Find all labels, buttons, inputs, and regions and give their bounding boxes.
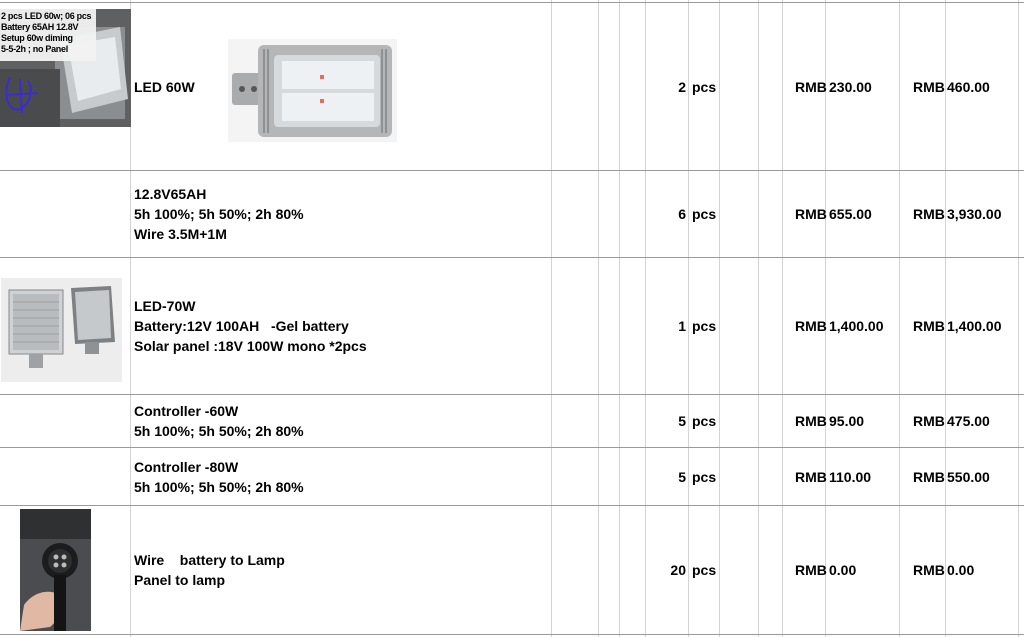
description-line: Panel to lamp [134, 572, 226, 588]
floodlight-product-image [1, 278, 122, 382]
currency-label: RMB [913, 318, 945, 334]
item-description [134, 171, 544, 257]
item-description [134, 258, 544, 394]
description-line: 5h 100%; 5h 50%; 2h 80% [134, 423, 304, 439]
photo-caption-line: Setup 60w diming [1, 33, 73, 43]
description-line: 5h 100%; 5h 50%; 2h 80% [134, 206, 304, 222]
description-line: Wire 3.5M+1M [134, 226, 227, 242]
table-row[interactable] [0, 506, 1024, 634]
unit: pcs [692, 206, 717, 222]
table-row[interactable] [0, 171, 1024, 257]
unit: pcs [692, 413, 717, 429]
line-total [947, 258, 1024, 394]
currency-label: RMB [913, 468, 945, 485]
line-total [947, 506, 1024, 634]
unit: pcs [692, 318, 717, 334]
line-total-value: 1,400.00 [947, 318, 1002, 334]
line-total-value: 0.00 [947, 562, 975, 578]
description-line: Battery:12V 100AH -Gel battery [134, 318, 349, 334]
row-border [0, 634, 1024, 635]
line-total-value: 550.00 [947, 468, 990, 485]
photo-caption-line: Battery 65AH 12.8V [1, 22, 79, 32]
currency-label: RMB [913, 562, 945, 578]
item-description [134, 448, 544, 505]
description-line: LED-70W [134, 298, 196, 314]
description-line: Wire battery to Lamp [134, 552, 285, 568]
description-line: 12.8V65AH [134, 186, 207, 202]
currency-label: RMB [795, 206, 827, 222]
street-light-product-image [228, 39, 397, 142]
quantity: 5 [678, 468, 686, 485]
unit-price-value: 95.00 [829, 413, 865, 429]
line-total-value: 475.00 [947, 413, 990, 429]
unit-price-value: 230.00 [829, 78, 872, 95]
currency-label: RMB [913, 78, 945, 95]
photo-caption-line: 2 pcs LED 60w; 06 pcs [1, 11, 92, 21]
quantity: 1 [678, 318, 686, 334]
wire-connector-photo [20, 509, 91, 631]
unit-price-value: 655.00 [829, 206, 872, 222]
item-description [134, 506, 544, 634]
table-row[interactable] [0, 395, 1024, 447]
quantity: 20 [670, 562, 686, 578]
currency-label: RMB [913, 413, 945, 429]
currency-label: RMB [913, 206, 945, 222]
photo-caption-line: 5-5-2h ; no Panel [1, 44, 68, 54]
line-total [947, 3, 1024, 170]
unit: pcs [692, 468, 717, 485]
line-total [947, 448, 1024, 505]
description-line: Controller -80W [134, 458, 239, 475]
line-total [947, 171, 1024, 257]
unit-price-value: 110.00 [829, 468, 872, 485]
unit-price-value: 0.00 [829, 562, 857, 578]
table-row[interactable] [0, 258, 1024, 394]
table-row[interactable] [0, 448, 1024, 505]
unit: pcs [692, 562, 717, 578]
currency-label: RMB [795, 468, 827, 485]
currency-label: RMB [795, 318, 827, 334]
line-total [947, 395, 1024, 447]
line-total-value: 460.00 [947, 78, 990, 95]
description-line: Controller -60W [134, 403, 239, 419]
unit-price-value: 1,400.00 [829, 318, 884, 334]
currency-label: RMB [795, 413, 827, 429]
quantity: 2 [678, 78, 686, 95]
description-line: LED 60W [134, 78, 195, 95]
quantity: 5 [678, 413, 686, 429]
currency-label: RMB [795, 562, 827, 578]
line-total-value: 3,930.00 [947, 206, 1002, 222]
unit: pcs [692, 78, 717, 95]
quantity: 6 [678, 206, 686, 222]
currency-label: RMB [795, 78, 827, 95]
table-row[interactable] [0, 3, 1024, 170]
description-line: Solar panel :18V 100W mono *2pcs [134, 338, 367, 354]
description-line: 5h 100%; 5h 50%; 2h 80% [134, 478, 304, 495]
led-lamp-photo [0, 9, 131, 127]
item-description [134, 395, 544, 447]
